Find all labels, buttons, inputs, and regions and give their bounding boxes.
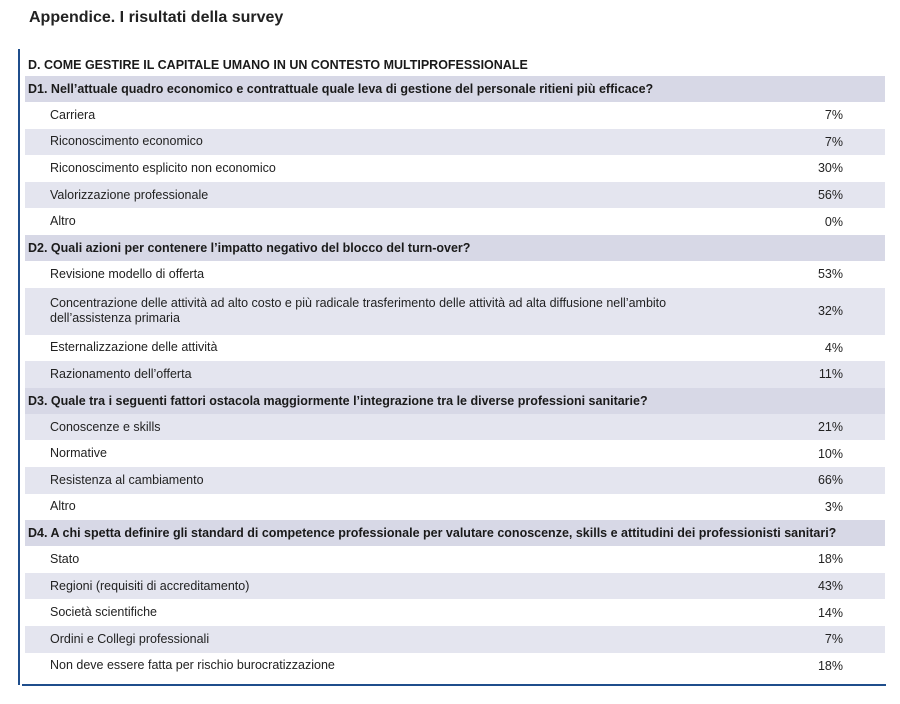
left-rule (18, 49, 20, 685)
section-heading: D. COME GESTIRE IL CAPITALE UMANO IN UN CONTESTO MULTIPROFESSIONALE (28, 58, 528, 72)
table-row (25, 288, 885, 335)
answer-value: 56% (817, 188, 843, 203)
answer-value: 53% (817, 267, 843, 282)
answer-value: 32% (817, 304, 843, 319)
answer-label: Altro (50, 499, 76, 514)
question-heading-d1: D1. Nell’attuale quadro economico e contrattuale quale leva di gestione del personale ritieni più efficace? (25, 76, 885, 102)
answer-value: 18% (817, 658, 843, 673)
question-heading-d2: D2. Quali azioni per contenere l’impatto negativo del blocco del turn-over? (25, 235, 885, 261)
answer-value: 18% (817, 552, 843, 567)
question-heading-d4: D4. A chi spetta definire gli standard di competence professionale per valutare conoscenze, skills e attitudini dei professionisti sanitari? (25, 520, 885, 546)
table-row (25, 653, 885, 680)
table-row (25, 208, 885, 235)
answer-label: Resistenza al cambiamento (50, 472, 204, 487)
answer-value: 43% (817, 579, 843, 594)
answer-label: Società scientifiche (50, 605, 158, 620)
table-row (25, 599, 885, 626)
answer-label: Revisione modello di offerta (50, 266, 205, 281)
table-row (25, 414, 885, 441)
survey-table (18, 49, 886, 686)
table-row (25, 261, 885, 288)
table-row (25, 361, 885, 388)
answer-label: Esternalizzazione delle attività (50, 340, 218, 355)
answer-label: Riconoscimento esplicito non economico (50, 160, 276, 175)
bottom-rule (22, 684, 886, 686)
table-row (25, 494, 885, 521)
answer-value: 66% (817, 473, 843, 488)
table-row (25, 467, 885, 494)
table-row (25, 182, 885, 209)
table-row (25, 102, 885, 129)
answer-label: Normative (50, 446, 107, 461)
answer-label: Stato (50, 551, 80, 566)
answer-value: 3% (824, 499, 843, 514)
table-row (25, 335, 885, 362)
answer-label: Conoscenze e skills (50, 419, 161, 434)
question-heading-d3: D3. Quale tra i seguenti fattori ostacola maggiormente l’integrazione tra le diverse professioni sanitarie? (25, 388, 885, 414)
answer-value: 7% (824, 632, 843, 647)
answer-label: Valorizzazione professionale (50, 187, 209, 202)
answer-value: 4% (824, 340, 843, 355)
answer-label: Ordini e Collegi professionali (50, 631, 210, 646)
table-row (25, 626, 885, 653)
answer-value: 7% (824, 134, 843, 149)
answer-label: Razionamento dell’offerta (50, 366, 192, 381)
answer-value: 10% (817, 446, 843, 461)
survey-content (25, 54, 885, 679)
table-row (25, 546, 885, 573)
table-row (25, 573, 885, 600)
answer-label: Altro (50, 214, 76, 229)
table-row (25, 155, 885, 182)
answer-label: Non deve essere fatta per rischio burocratizzazione (50, 658, 335, 673)
answer-value: 11% (818, 367, 843, 382)
answer-label: Riconoscimento economico (50, 134, 203, 149)
answer-value: 30% (817, 161, 843, 176)
answer-value: 14% (817, 605, 843, 620)
answer-value: 21% (817, 420, 843, 435)
answer-value: 7% (824, 108, 843, 123)
page-title: Appendice. I risultati della survey (29, 9, 284, 26)
answer-label: Concentrazione delle attività ad alto costo e più radicale trasferimento delle attività ad alta diffusione nell’ambito dell’assistenza primaria (50, 296, 667, 326)
table-row (25, 129, 885, 156)
answer-value: 0% (824, 214, 843, 229)
answer-label: Regioni (requisiti di accreditamento) (50, 578, 250, 593)
answer-label: Carriera (50, 107, 96, 122)
table-row (25, 440, 885, 467)
